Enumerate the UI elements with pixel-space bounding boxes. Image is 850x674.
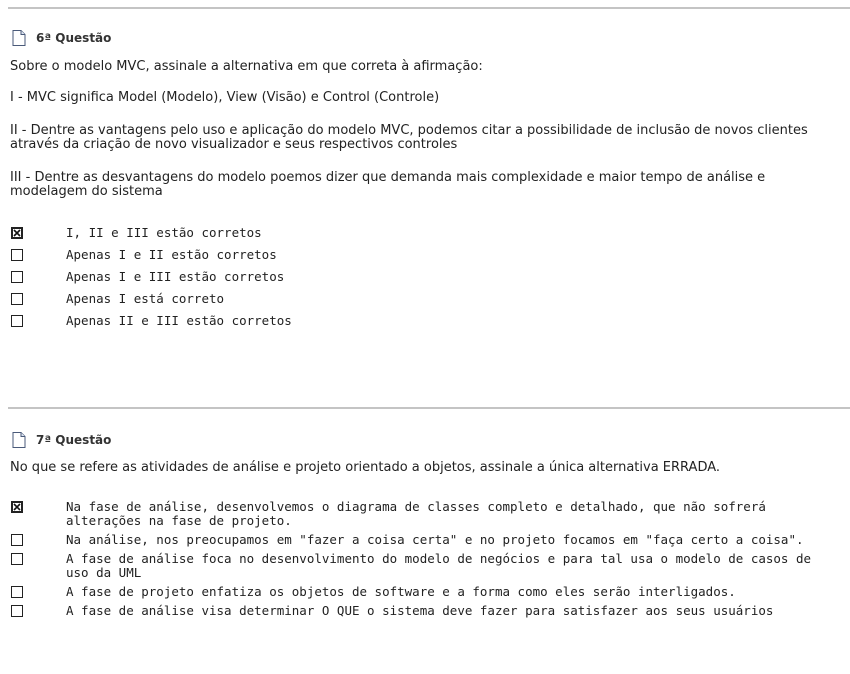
document-icon (12, 30, 26, 46)
option-label: Apenas I e III estão corretos (66, 269, 285, 284)
question-6-options (11, 226, 841, 336)
option-label: A fase de análise visa determinar O QUE o sistema deve fazer para satisfazer aos seus usuários (66, 603, 774, 618)
option[interactable] (11, 604, 841, 618)
question-6-header (12, 29, 111, 47)
checkbox-empty-icon[interactable] (11, 605, 23, 617)
checkbox-empty-icon[interactable] (11, 586, 23, 598)
checkbox-empty-icon[interactable] (11, 315, 23, 327)
option-label: I, II e III estão corretos (66, 225, 262, 240)
checkbox-empty-icon[interactable] (11, 293, 23, 305)
checkbox-checked-icon[interactable] (11, 227, 23, 239)
option[interactable] (11, 292, 841, 314)
section-divider-top (8, 7, 850, 9)
checkbox-empty-icon[interactable] (11, 249, 23, 261)
question-6-statement-3: III - Dentre as desvantagens do modelo poemos dizer que demanda mais complexidade e maior tempo de análise e modelagem do sistema (10, 170, 766, 199)
question-7-options (11, 500, 841, 623)
checkbox-checked-icon[interactable] (11, 501, 23, 513)
option-label: Apenas II e III estão corretos (66, 313, 292, 328)
option[interactable] (11, 248, 841, 270)
question-7-title: 7ª Questão (36, 433, 112, 447)
option-label: Na análise, nos preocupamos em "fazer a coisa certa" e no projeto focamos em "faça certo a coisa". (66, 532, 804, 547)
question-6-statement-2: II - Dentre as vantagens pelo uso e aplicação do modelo MVC, podemos citar a possibilidade de inclusão de novos clientes através da criação de novo visualizador e seus respectivos controles (10, 123, 808, 152)
checkbox-empty-icon[interactable] (11, 271, 23, 283)
question-6-prompt: Sobre o modelo MVC, assinale a alternativa em que correta à afirmação: (10, 59, 483, 74)
option[interactable] (11, 585, 841, 599)
option[interactable] (11, 226, 841, 248)
option-label: Apenas I e II estão corretos (66, 247, 277, 262)
question-7-header (12, 431, 111, 449)
document-icon (12, 432, 26, 448)
question-6-title: 6ª Questão (36, 31, 112, 45)
option-label: A fase de análise foca no desenvolvimento do modelo de negócios e para tal usa o modelo de casos de uso da UML (66, 551, 812, 580)
question-6-statement-1: I - MVC significa Model (Modelo), View (Visão) e Control (Controle) (10, 90, 440, 105)
option[interactable] (11, 314, 841, 336)
option[interactable] (11, 533, 841, 547)
checkbox-empty-icon[interactable] (11, 534, 23, 546)
option-label: A fase de projeto enfatiza os objetos de software e a forma como eles serão interligados. (66, 584, 736, 599)
option-label: Na fase de análise, desenvolvemos o diagrama de classes completo e detalhado, que não sofrerá alterações na fase de projeto. (66, 499, 766, 528)
question-7-prompt: No que se refere as atividades de análise e projeto orientado a objetos, assinale a única alternativa ERRADA. (10, 460, 721, 475)
option-label: Apenas I está correto (66, 291, 225, 306)
option[interactable] (11, 270, 841, 292)
option[interactable] (11, 500, 841, 528)
section-divider (8, 407, 850, 409)
checkbox-empty-icon[interactable] (11, 553, 23, 565)
option[interactable] (11, 552, 841, 580)
